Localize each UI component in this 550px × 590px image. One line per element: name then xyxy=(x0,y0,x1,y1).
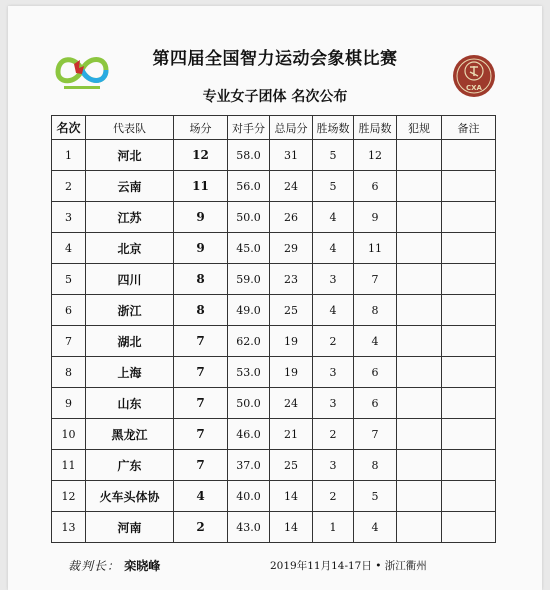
cell-game-wins: 11 xyxy=(354,233,397,264)
cell-rank: 3 xyxy=(52,202,86,233)
cell-game-points: 19 xyxy=(270,326,313,357)
cell-fouls xyxy=(397,233,442,264)
header-match-wins: 胜场数 xyxy=(313,116,354,140)
cell-game-wins: 6 xyxy=(354,171,397,202)
cell-match-wins: 2 xyxy=(313,326,354,357)
cell-game-points: 24 xyxy=(270,171,313,202)
cell-team: 四川 xyxy=(86,264,174,295)
cell-game-points: 25 xyxy=(270,295,313,326)
cell-rank: 8 xyxy=(52,357,86,388)
cell-rank: 4 xyxy=(52,233,86,264)
cell-team: 云南 xyxy=(86,171,174,202)
cell-match-wins: 5 xyxy=(313,140,354,171)
cell-game-points: 26 xyxy=(270,202,313,233)
cell-rank: 9 xyxy=(52,388,86,419)
cell-points: 8 xyxy=(174,264,228,295)
cell-fouls xyxy=(397,264,442,295)
cell-opponent-score: 37.0 xyxy=(228,450,270,481)
cell-rank: 11 xyxy=(52,450,86,481)
cell-team: 黑龙江 xyxy=(86,419,174,450)
table-row xyxy=(52,202,496,233)
cell-fouls xyxy=(397,202,442,233)
cell-fouls xyxy=(397,357,442,388)
cell-opponent-score: 58.0 xyxy=(228,140,270,171)
cell-team: 河北 xyxy=(86,140,174,171)
cell-fouls xyxy=(397,512,442,543)
cell-game-wins: 6 xyxy=(354,357,397,388)
cell-game-wins: 7 xyxy=(354,419,397,450)
cell-fouls xyxy=(397,481,442,512)
cell-match-wins: 4 xyxy=(313,202,354,233)
cell-points: 7 xyxy=(174,450,228,481)
cell-game-wins: 12 xyxy=(354,140,397,171)
cell-team: 火车头体协 xyxy=(86,481,174,512)
cell-fouls xyxy=(397,295,442,326)
cell-game-points: 23 xyxy=(270,264,313,295)
table-body xyxy=(52,140,496,543)
cell-game-points: 29 xyxy=(270,233,313,264)
cell-rank: 5 xyxy=(52,264,86,295)
cell-points: 9 xyxy=(174,233,228,264)
cell-game-wins: 6 xyxy=(354,388,397,419)
cell-opponent-score: 49.0 xyxy=(228,295,270,326)
cell-game-points: 24 xyxy=(270,388,313,419)
cell-match-wins: 4 xyxy=(313,295,354,326)
cell-match-wins: 3 xyxy=(313,450,354,481)
cell-rank: 7 xyxy=(52,326,86,357)
cell-game-wins: 9 xyxy=(354,202,397,233)
cell-rank: 12 xyxy=(52,481,86,512)
cell-rank: 1 xyxy=(52,140,86,171)
page-subtitle: 专业女子团体 名次公布 xyxy=(202,89,348,105)
cell-opponent-score: 56.0 xyxy=(228,171,270,202)
cell-game-wins: 7 xyxy=(354,264,397,295)
seal-text: CXA xyxy=(466,84,482,92)
cell-notes xyxy=(442,140,496,171)
cell-fouls xyxy=(397,171,442,202)
cell-notes xyxy=(442,295,496,326)
cell-opponent-score: 50.0 xyxy=(228,388,270,419)
cell-points: 8 xyxy=(174,295,228,326)
cell-team: 浙江 xyxy=(86,295,174,326)
cell-notes xyxy=(442,233,496,264)
cell-points: 7 xyxy=(174,326,228,357)
cell-game-wins: 8 xyxy=(354,450,397,481)
header-notes: 备注 xyxy=(442,116,496,140)
header-opponent-score: 对手分 xyxy=(228,116,270,140)
cell-team: 北京 xyxy=(86,233,174,264)
cell-team: 山东 xyxy=(86,388,174,419)
table-row xyxy=(52,295,496,326)
cell-team: 上海 xyxy=(86,357,174,388)
cell-rank: 6 xyxy=(52,295,86,326)
cell-opponent-score: 53.0 xyxy=(228,357,270,388)
date-location: 2019年11月14-17日 • 浙江衢州 xyxy=(270,560,427,572)
cell-rank: 2 xyxy=(52,171,86,202)
cell-points: 7 xyxy=(174,357,228,388)
cell-game-wins: 4 xyxy=(354,512,397,543)
cell-fouls xyxy=(397,388,442,419)
cell-notes xyxy=(442,357,496,388)
cell-rank: 13 xyxy=(52,512,86,543)
cell-match-wins: 3 xyxy=(313,388,354,419)
cell-game-wins: 4 xyxy=(354,326,397,357)
cell-opponent-score: 45.0 xyxy=(228,233,270,264)
table-row xyxy=(52,357,496,388)
table-row xyxy=(52,264,496,295)
cell-match-wins: 4 xyxy=(313,233,354,264)
cell-team: 广东 xyxy=(86,450,174,481)
cell-notes xyxy=(442,419,496,450)
header-game-points: 总局分 xyxy=(270,116,313,140)
cell-match-wins: 2 xyxy=(313,419,354,450)
cell-notes xyxy=(442,202,496,233)
cell-game-points: 14 xyxy=(270,512,313,543)
table-row xyxy=(52,140,496,171)
cell-team: 湖北 xyxy=(86,326,174,357)
cell-notes xyxy=(442,388,496,419)
cell-fouls xyxy=(397,419,442,450)
table-header-row xyxy=(52,116,496,140)
cell-points: 7 xyxy=(174,388,228,419)
cell-fouls xyxy=(397,140,442,171)
cell-notes xyxy=(442,450,496,481)
table-row xyxy=(52,419,496,450)
cell-rank: 10 xyxy=(52,419,86,450)
cell-notes xyxy=(442,512,496,543)
cell-match-wins: 2 xyxy=(313,481,354,512)
page-title: 第四届全国智力运动会象棋比赛 xyxy=(152,49,398,69)
cell-game-points: 25 xyxy=(270,450,313,481)
header-points: 场分 xyxy=(174,116,228,140)
cell-game-wins: 8 xyxy=(354,295,397,326)
table-row xyxy=(52,450,496,481)
cell-opponent-score: 43.0 xyxy=(228,512,270,543)
cell-team: 江苏 xyxy=(86,202,174,233)
cell-notes xyxy=(442,264,496,295)
cell-game-points: 14 xyxy=(270,481,313,512)
cell-points: 4 xyxy=(174,481,228,512)
cell-match-wins: 3 xyxy=(313,357,354,388)
cell-opponent-score: 50.0 xyxy=(228,202,270,233)
cell-game-points: 21 xyxy=(270,419,313,450)
cell-opponent-score: 46.0 xyxy=(228,419,270,450)
referee-signature xyxy=(68,557,160,574)
cell-points: 2 xyxy=(174,512,228,543)
cell-points: 12 xyxy=(174,140,228,171)
table-row xyxy=(52,512,496,543)
table-row xyxy=(52,481,496,512)
table-row xyxy=(52,388,496,419)
cell-points: 9 xyxy=(174,202,228,233)
table-row xyxy=(52,233,496,264)
ranking-table xyxy=(51,115,496,543)
cell-points: 11 xyxy=(174,171,228,202)
cell-points: 7 xyxy=(174,419,228,450)
cell-opponent-score: 62.0 xyxy=(228,326,270,357)
cell-notes xyxy=(442,171,496,202)
header-rank: 名次 xyxy=(52,116,86,140)
cell-game-points: 19 xyxy=(270,357,313,388)
cell-opponent-score: 59.0 xyxy=(228,264,270,295)
cell-match-wins: 5 xyxy=(313,171,354,202)
cell-fouls xyxy=(397,326,442,357)
cell-notes xyxy=(442,326,496,357)
header-fouls: 犯规 xyxy=(397,116,442,140)
header-game-wins: 胜局数 xyxy=(354,116,397,140)
cell-fouls xyxy=(397,450,442,481)
table-row xyxy=(52,171,496,202)
header-team: 代表队 xyxy=(86,116,174,140)
table-row xyxy=(52,326,496,357)
cell-team: 河南 xyxy=(86,512,174,543)
cell-game-wins: 5 xyxy=(354,481,397,512)
cell-match-wins: 3 xyxy=(313,264,354,295)
cell-notes xyxy=(442,481,496,512)
cell-game-points: 31 xyxy=(270,140,313,171)
referee-name: 栾晓峰 xyxy=(124,559,161,573)
cell-opponent-score: 40.0 xyxy=(228,481,270,512)
cell-match-wins: 1 xyxy=(313,512,354,543)
referee-label: 裁判长： xyxy=(68,559,121,573)
